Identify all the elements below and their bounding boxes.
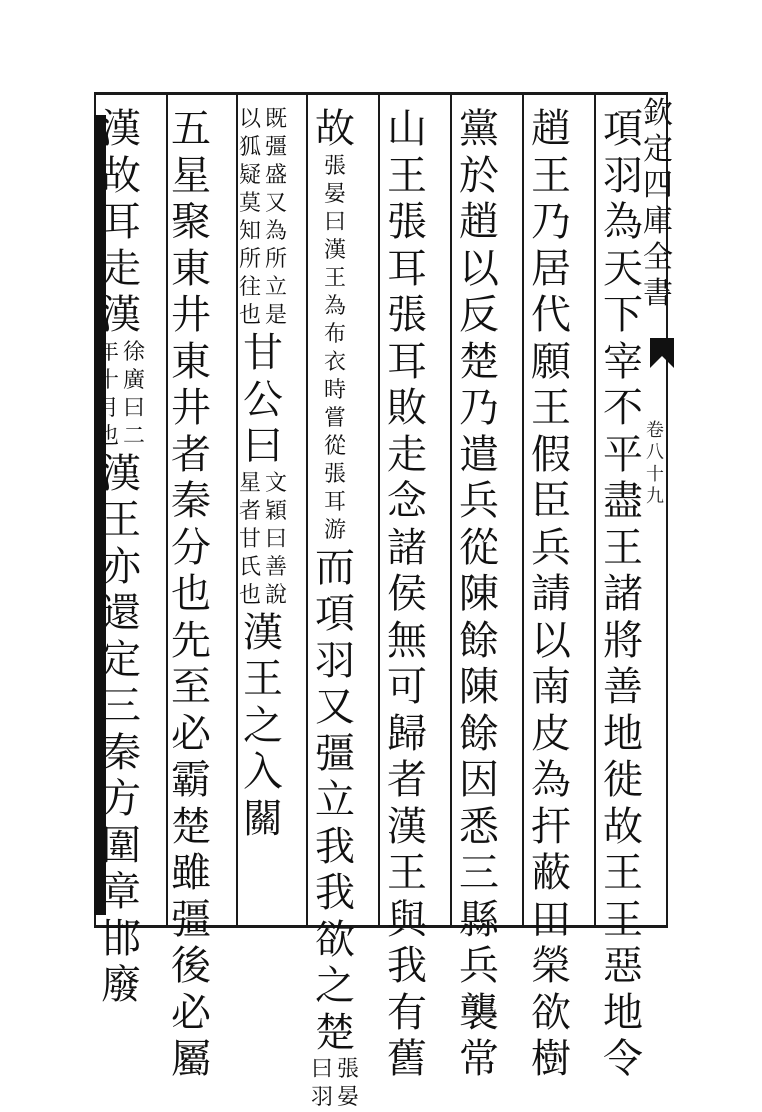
main-glyph: 先: [171, 617, 211, 664]
main-glyph: 者: [171, 431, 211, 478]
note-glyph: 知: [238, 219, 261, 244]
folio-glyph: 卷: [646, 420, 664, 441]
main-glyph: 山: [387, 106, 427, 152]
note-glyph: 說: [264, 582, 287, 608]
note-glyph: 以: [238, 107, 261, 132]
main-glyph: 常: [459, 1036, 499, 1082]
column-rule: [522, 92, 524, 928]
main-glyph: 扞: [531, 803, 571, 850]
main-glyph: 下: [603, 292, 643, 338]
main-glyph: 定: [101, 636, 141, 683]
note-glyph: 為: [323, 293, 346, 319]
main-glyph: 襲: [459, 989, 499, 1036]
main-glyph: 以: [459, 245, 499, 292]
column-rule: [594, 92, 596, 928]
main-glyph: 耳: [101, 199, 141, 245]
text-column: [454, 106, 504, 1083]
main-glyph: 盡: [603, 478, 643, 524]
main-glyph: 走: [101, 245, 141, 292]
main-glyph: 乃: [531, 199, 571, 245]
main-glyph: 乃: [459, 385, 499, 431]
main-glyph: 三: [459, 850, 499, 896]
main-glyph: 漢: [243, 609, 283, 656]
note-glyph: 是: [264, 303, 287, 328]
folio-glyph: 八: [646, 442, 664, 463]
main-glyph: 遣: [459, 431, 499, 478]
main-glyph: 王: [243, 656, 283, 702]
text-column: [526, 106, 576, 1083]
main-glyph: 而: [315, 544, 355, 591]
note-glyph: 二: [122, 423, 145, 449]
note-glyph: 也: [238, 303, 261, 328]
note-glyph: 衣: [323, 349, 346, 375]
main-glyph: 後: [171, 943, 211, 989]
note-glyph: 也: [238, 582, 261, 608]
main-glyph: 宰: [603, 338, 643, 385]
main-glyph: 東: [171, 245, 211, 292]
main-glyph: 必: [171, 989, 211, 1036]
annotation-block: [238, 106, 288, 330]
main-glyph: 因: [459, 757, 499, 803]
main-glyph: 秦: [171, 478, 211, 524]
main-glyph: 悉: [459, 803, 499, 850]
main-glyph: 蔽: [531, 850, 571, 896]
main-glyph: 將: [603, 617, 643, 664]
note-glyph: 莫: [238, 191, 261, 216]
main-glyph: 以: [531, 617, 571, 664]
main-glyph: 餘: [459, 617, 499, 664]
column-rule: [378, 92, 380, 928]
note-glyph: 又: [264, 191, 287, 216]
main-glyph: 之: [243, 702, 283, 749]
main-glyph: 無: [387, 617, 427, 664]
main-glyph: 於: [459, 152, 499, 199]
folio-glyph: 十: [646, 464, 664, 485]
main-glyph: 項: [603, 106, 643, 152]
annotation-block: [238, 470, 288, 610]
main-glyph: 假: [531, 431, 571, 478]
main-glyph: 分: [171, 524, 211, 571]
note-glyph: 廣: [122, 367, 145, 393]
main-glyph: 漢: [101, 292, 141, 338]
main-glyph: 請: [531, 571, 571, 617]
main-glyph: 從: [459, 524, 499, 571]
note-glyph: 曰: [310, 1057, 333, 1082]
main-glyph: 有: [387, 989, 427, 1036]
title-glyph: 四: [643, 168, 673, 203]
main-glyph: 平: [603, 431, 643, 478]
main-glyph: 王: [101, 497, 141, 543]
main-glyph: 徙: [603, 757, 643, 803]
annotation-block: [310, 1056, 360, 1112]
text-column: [238, 106, 288, 842]
main-glyph: 餘: [459, 710, 499, 757]
main-glyph: 張: [387, 199, 427, 245]
note-glyph: 王: [323, 265, 346, 291]
note-glyph: 嘗: [323, 405, 346, 431]
main-glyph: 漢: [387, 803, 427, 850]
main-glyph: 不: [603, 385, 643, 431]
main-glyph: 秦: [101, 729, 141, 776]
main-glyph: 甘: [243, 330, 283, 376]
main-glyph: 入: [243, 749, 283, 795]
main-glyph: 走: [387, 431, 427, 478]
main-glyph: 羽: [603, 152, 643, 199]
folio-glyph: 九: [646, 486, 664, 507]
main-glyph: 關: [243, 795, 283, 842]
note-glyph: 星: [238, 470, 261, 496]
main-glyph: 縣: [459, 896, 499, 943]
note-glyph: 盛: [264, 163, 287, 188]
main-glyph: 故: [101, 152, 141, 199]
main-glyph: 念: [387, 478, 427, 524]
main-glyph: 羽: [315, 637, 355, 684]
main-glyph: 邯: [101, 915, 141, 962]
main-glyph: 曰: [243, 423, 283, 469]
note-glyph: 曰: [122, 395, 145, 421]
main-glyph: 廢: [101, 962, 141, 1008]
main-glyph: 田: [531, 896, 571, 943]
note-glyph: 也: [96, 423, 119, 449]
main-glyph: 欲: [315, 916, 355, 963]
note-glyph: 張: [323, 153, 346, 179]
main-glyph: 善: [603, 664, 643, 710]
main-glyph: 陳: [459, 664, 499, 710]
main-glyph: 兵: [459, 478, 499, 524]
main-glyph: 章: [101, 869, 141, 915]
note-glyph: 漢: [323, 237, 346, 263]
main-glyph: 楚: [459, 338, 499, 385]
main-glyph: 霸: [171, 757, 211, 803]
main-glyph: 諸: [387, 524, 427, 571]
main-glyph: 南: [531, 664, 571, 710]
title-glyph: 書: [643, 276, 673, 311]
main-glyph: 惡: [603, 943, 643, 989]
main-glyph: 還: [101, 590, 141, 636]
main-glyph: 黨: [459, 106, 499, 152]
folio-label: [646, 420, 664, 508]
main-glyph: 榮: [531, 943, 571, 989]
note-glyph: 立: [264, 275, 287, 300]
main-glyph: 我: [315, 870, 355, 916]
main-glyph: 也: [171, 571, 211, 617]
main-glyph: 東: [171, 338, 211, 385]
top-border: [94, 92, 668, 95]
note-glyph: 十: [96, 367, 119, 393]
note-glyph: 徐: [122, 339, 145, 365]
note-glyph: 彊: [264, 135, 287, 160]
note-glyph: 從: [323, 433, 346, 459]
note-glyph: 往: [238, 275, 261, 300]
main-glyph: 天: [603, 245, 643, 292]
main-glyph: 楚: [315, 1009, 355, 1056]
main-glyph: 歸: [387, 710, 427, 757]
note-glyph: 氏: [238, 554, 261, 580]
text-column: [166, 106, 216, 1083]
note-glyph: 耳: [323, 489, 346, 515]
main-glyph: 楚: [171, 803, 211, 850]
main-glyph: 與: [387, 896, 427, 943]
note-glyph: 時: [323, 377, 346, 403]
main-glyph: 故: [315, 106, 355, 152]
main-glyph: 王: [603, 850, 643, 896]
main-glyph: 方: [101, 776, 141, 822]
note-glyph: 年: [96, 339, 119, 365]
main-glyph: 圍: [101, 822, 141, 869]
main-glyph: 可: [387, 664, 427, 710]
main-glyph: 至: [171, 664, 211, 710]
main-glyph: 王: [531, 385, 571, 431]
main-glyph: 之: [315, 963, 355, 1009]
note-glyph: 既: [264, 107, 287, 132]
main-glyph: 五: [171, 106, 211, 152]
main-glyph: 敗: [387, 385, 427, 431]
main-glyph: 代: [531, 292, 571, 338]
main-glyph: 趙: [531, 106, 571, 152]
note-glyph: 晏: [323, 181, 346, 207]
main-glyph: 耳: [387, 338, 427, 385]
main-glyph: 亦: [101, 543, 141, 590]
note-glyph: 文: [264, 470, 287, 496]
main-glyph: 兵: [459, 943, 499, 989]
main-glyph: 陳: [459, 571, 499, 617]
column-rule: [450, 92, 452, 928]
note-glyph: 甘: [238, 526, 261, 552]
main-glyph: 諸: [603, 571, 643, 617]
main-glyph: 臣: [531, 478, 571, 524]
text-column: [598, 106, 648, 1083]
main-glyph: 者: [387, 757, 427, 803]
main-glyph: 令: [603, 1036, 643, 1082]
main-glyph: 我: [315, 823, 355, 870]
main-glyph: 聚: [171, 199, 211, 245]
main-glyph: 張: [387, 292, 427, 338]
main-glyph: 彊: [171, 896, 211, 943]
note-glyph: 月: [96, 395, 119, 421]
note-glyph: 為: [264, 219, 287, 244]
main-glyph: 井: [171, 385, 211, 431]
main-glyph: 為: [531, 757, 571, 803]
note-glyph: 布: [323, 321, 346, 347]
note-glyph: 所: [238, 247, 261, 272]
note-glyph: 晏: [336, 1085, 359, 1110]
title-glyph: 全: [643, 240, 673, 275]
main-glyph: 王: [603, 896, 643, 943]
title-glyph: 定: [643, 132, 673, 167]
text-column: [382, 106, 432, 1083]
note-glyph: 曰: [323, 209, 346, 235]
note-glyph: 張: [336, 1057, 359, 1082]
main-glyph: 必: [171, 710, 211, 757]
main-glyph: 舊: [387, 1036, 427, 1082]
title-glyph: 欽: [643, 96, 673, 131]
annotation-block: [323, 153, 347, 545]
note-glyph: 曰: [264, 526, 287, 552]
note-glyph: 穎: [264, 498, 287, 524]
main-glyph: 王: [531, 152, 571, 199]
main-glyph: 耳: [387, 245, 427, 292]
main-glyph: 王: [387, 152, 427, 199]
main-glyph: 皮: [531, 710, 571, 757]
main-glyph: 項: [315, 591, 355, 637]
note-glyph: 疑: [238, 163, 261, 188]
main-glyph: 漢: [101, 106, 141, 152]
main-glyph: 我: [387, 943, 427, 989]
main-glyph: 反: [459, 292, 499, 338]
note-glyph: 狐: [238, 135, 261, 160]
note-glyph: 游: [323, 517, 346, 543]
annotation-block: [96, 339, 146, 451]
note-glyph: 者: [238, 498, 261, 524]
main-glyph: 又: [315, 684, 355, 730]
text-column: [310, 106, 360, 1112]
main-glyph: 立: [315, 777, 355, 823]
main-glyph: 三: [101, 683, 141, 729]
main-glyph: 星: [171, 152, 211, 199]
main-glyph: 侯: [387, 571, 427, 617]
note-glyph: 張: [323, 461, 346, 487]
main-glyph: 雖: [171, 850, 211, 896]
main-glyph: 王: [603, 524, 643, 571]
main-glyph: 為: [603, 199, 643, 245]
note-glyph: 善: [264, 554, 287, 580]
main-glyph: 地: [603, 710, 643, 757]
title-glyph: 庫: [643, 204, 673, 239]
main-glyph: 故: [603, 803, 643, 850]
main-glyph: 公: [243, 376, 283, 423]
note-glyph: 羽: [310, 1085, 333, 1110]
main-glyph: 屬: [171, 1036, 211, 1082]
main-glyph: 地: [603, 989, 643, 1036]
text-column: [96, 106, 146, 1009]
column-rule: [306, 92, 308, 928]
main-glyph: 居: [531, 245, 571, 292]
main-glyph: 願: [531, 338, 571, 385]
main-glyph: 欲: [531, 989, 571, 1036]
main-glyph: 彊: [315, 730, 355, 777]
main-glyph: 兵: [531, 524, 571, 571]
main-glyph: 樹: [531, 1036, 571, 1082]
main-glyph: 王: [387, 850, 427, 896]
main-glyph: 趙: [459, 199, 499, 245]
main-glyph: 漢: [101, 450, 141, 497]
main-glyph: 井: [171, 292, 211, 338]
note-glyph: 所: [264, 247, 287, 272]
